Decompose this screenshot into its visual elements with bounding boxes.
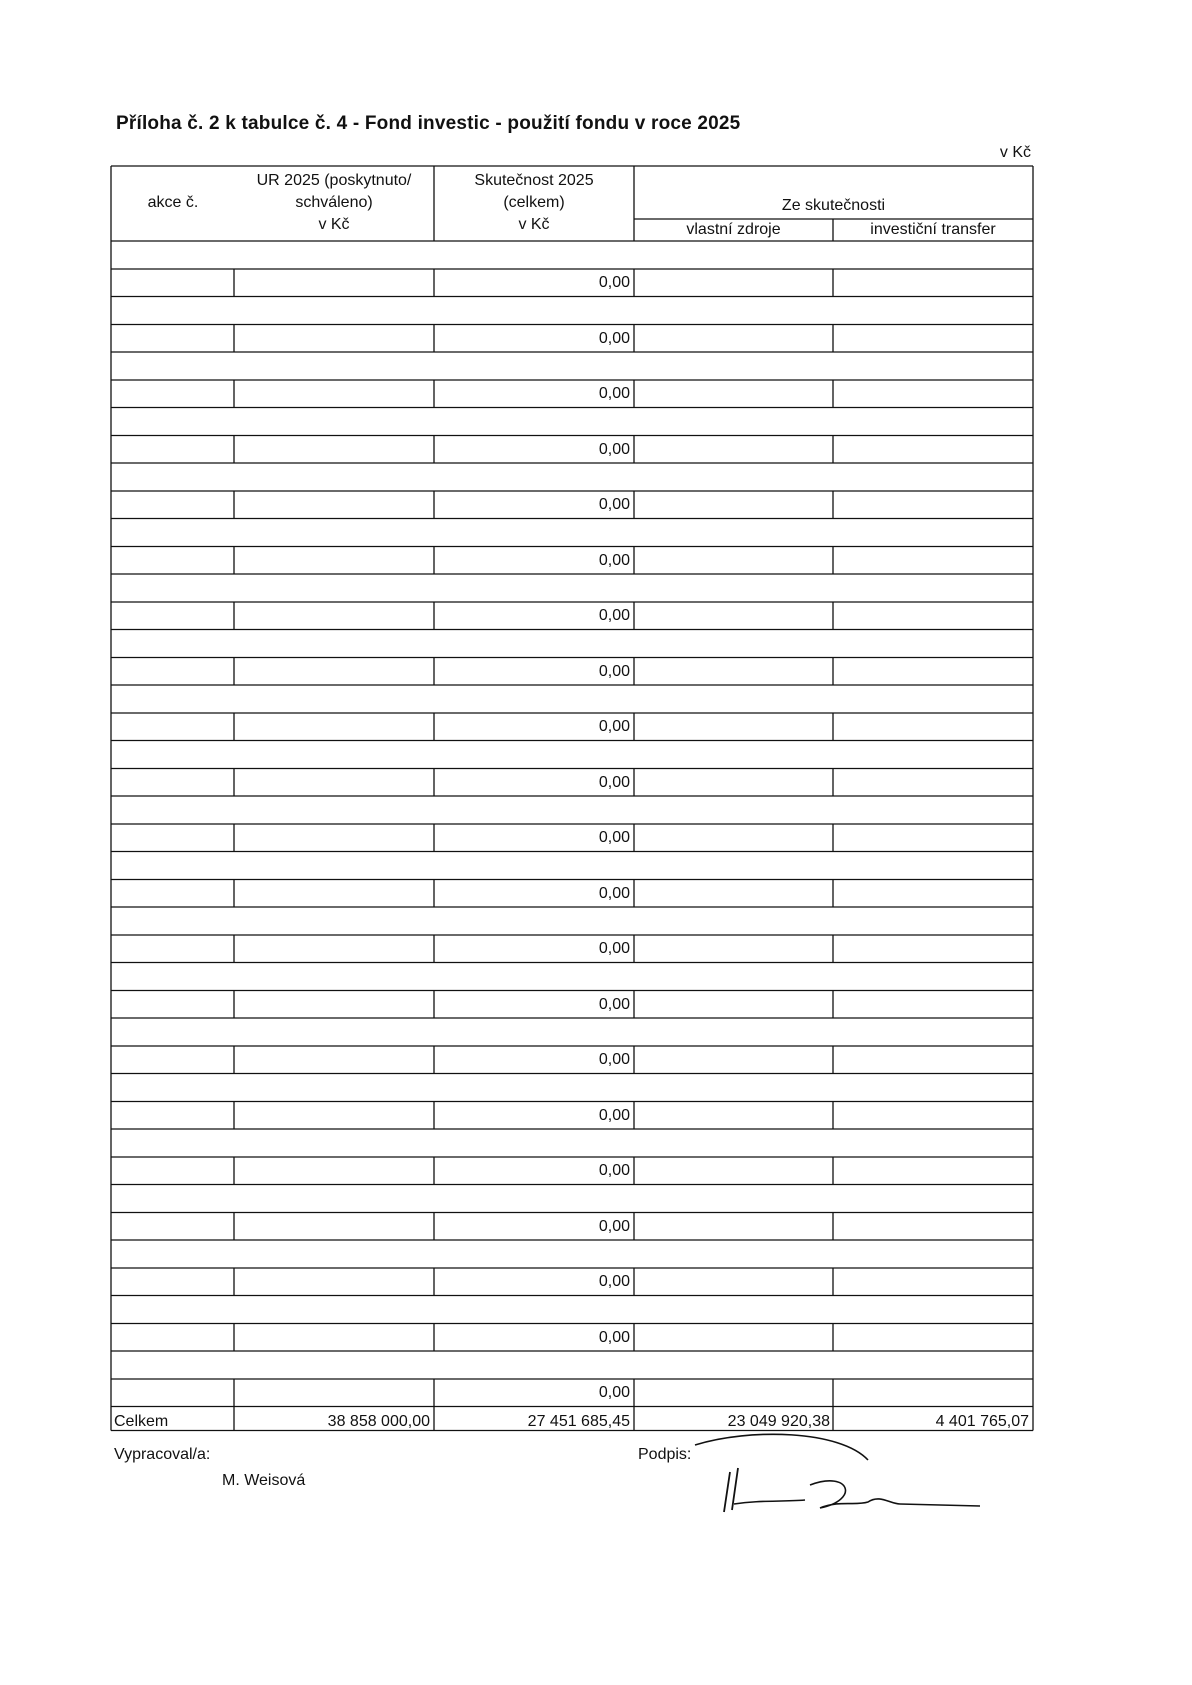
row-actual-value: 0,00	[598, 940, 630, 957]
total-ur: 38 858 000,00	[327, 1413, 430, 1430]
row-actual-value: 0,00	[598, 995, 630, 1013]
total-own: 23 049 920,38	[727, 1413, 830, 1430]
header-akce: akce č.	[147, 194, 199, 211]
row-actual-value: 0,00	[598, 718, 630, 735]
signature-icon	[690, 1430, 990, 1520]
signature-label: Podpis:	[638, 1446, 692, 1463]
header-actual-line1: Skutečnost 2025	[474, 172, 594, 189]
row-actual-value: 0,00	[598, 1273, 630, 1290]
row-actual-value: 0,00	[598, 1384, 630, 1401]
header-transfer: investiční transfer	[870, 221, 996, 238]
prepared-by-name: M. Weisová	[222, 1472, 306, 1489]
row-actual-value: 0,00	[598, 773, 630, 791]
row-actual-value: 0,00	[598, 440, 630, 458]
total-actual: 27 451 685,45	[527, 1413, 630, 1430]
header-ur-line3: v Kč	[318, 216, 350, 233]
header-own: vlastní zdroje	[686, 221, 781, 238]
row-actual-value: 0,00	[598, 329, 630, 347]
row-actual-value: 0,00	[598, 607, 630, 624]
row-actual-value: 0,00	[598, 551, 630, 569]
row-actual-value: 0,00	[598, 496, 630, 513]
row-actual-value: 0,00	[598, 1217, 630, 1235]
header-ur-line1: UR 2025 (poskytnuto/	[256, 172, 412, 189]
header-ur-line2: schváleno)	[295, 194, 373, 211]
total-transfer: 4 401 765,07	[935, 1413, 1029, 1430]
row-actual-value: 0,00	[598, 884, 630, 902]
row-actual-value: 0,00	[598, 385, 630, 402]
prepared-by-label: Vypracoval/a:	[114, 1446, 211, 1463]
header-actual-line3: v Kč	[518, 216, 550, 233]
page-title: Příloha č. 2 k tabulce č. 4 - Fond investic - použití fondu v roce 2025	[116, 113, 741, 134]
header-actual-line2: (celkem)	[503, 194, 565, 211]
row-actual-value: 0,00	[598, 274, 630, 291]
row-actual-value: 0,00	[598, 1051, 630, 1068]
row-actual-value: 0,00	[598, 1328, 630, 1346]
header-group: Ze skutečnosti	[781, 197, 886, 214]
total-label: Celkem	[114, 1413, 169, 1430]
row-actual-value: 0,00	[598, 662, 630, 680]
row-actual-value: 0,00	[598, 1106, 630, 1124]
unit-label: v Kč	[999, 144, 1031, 161]
row-actual-value: 0,00	[598, 829, 630, 846]
row-actual-value: 0,00	[598, 1162, 630, 1179]
